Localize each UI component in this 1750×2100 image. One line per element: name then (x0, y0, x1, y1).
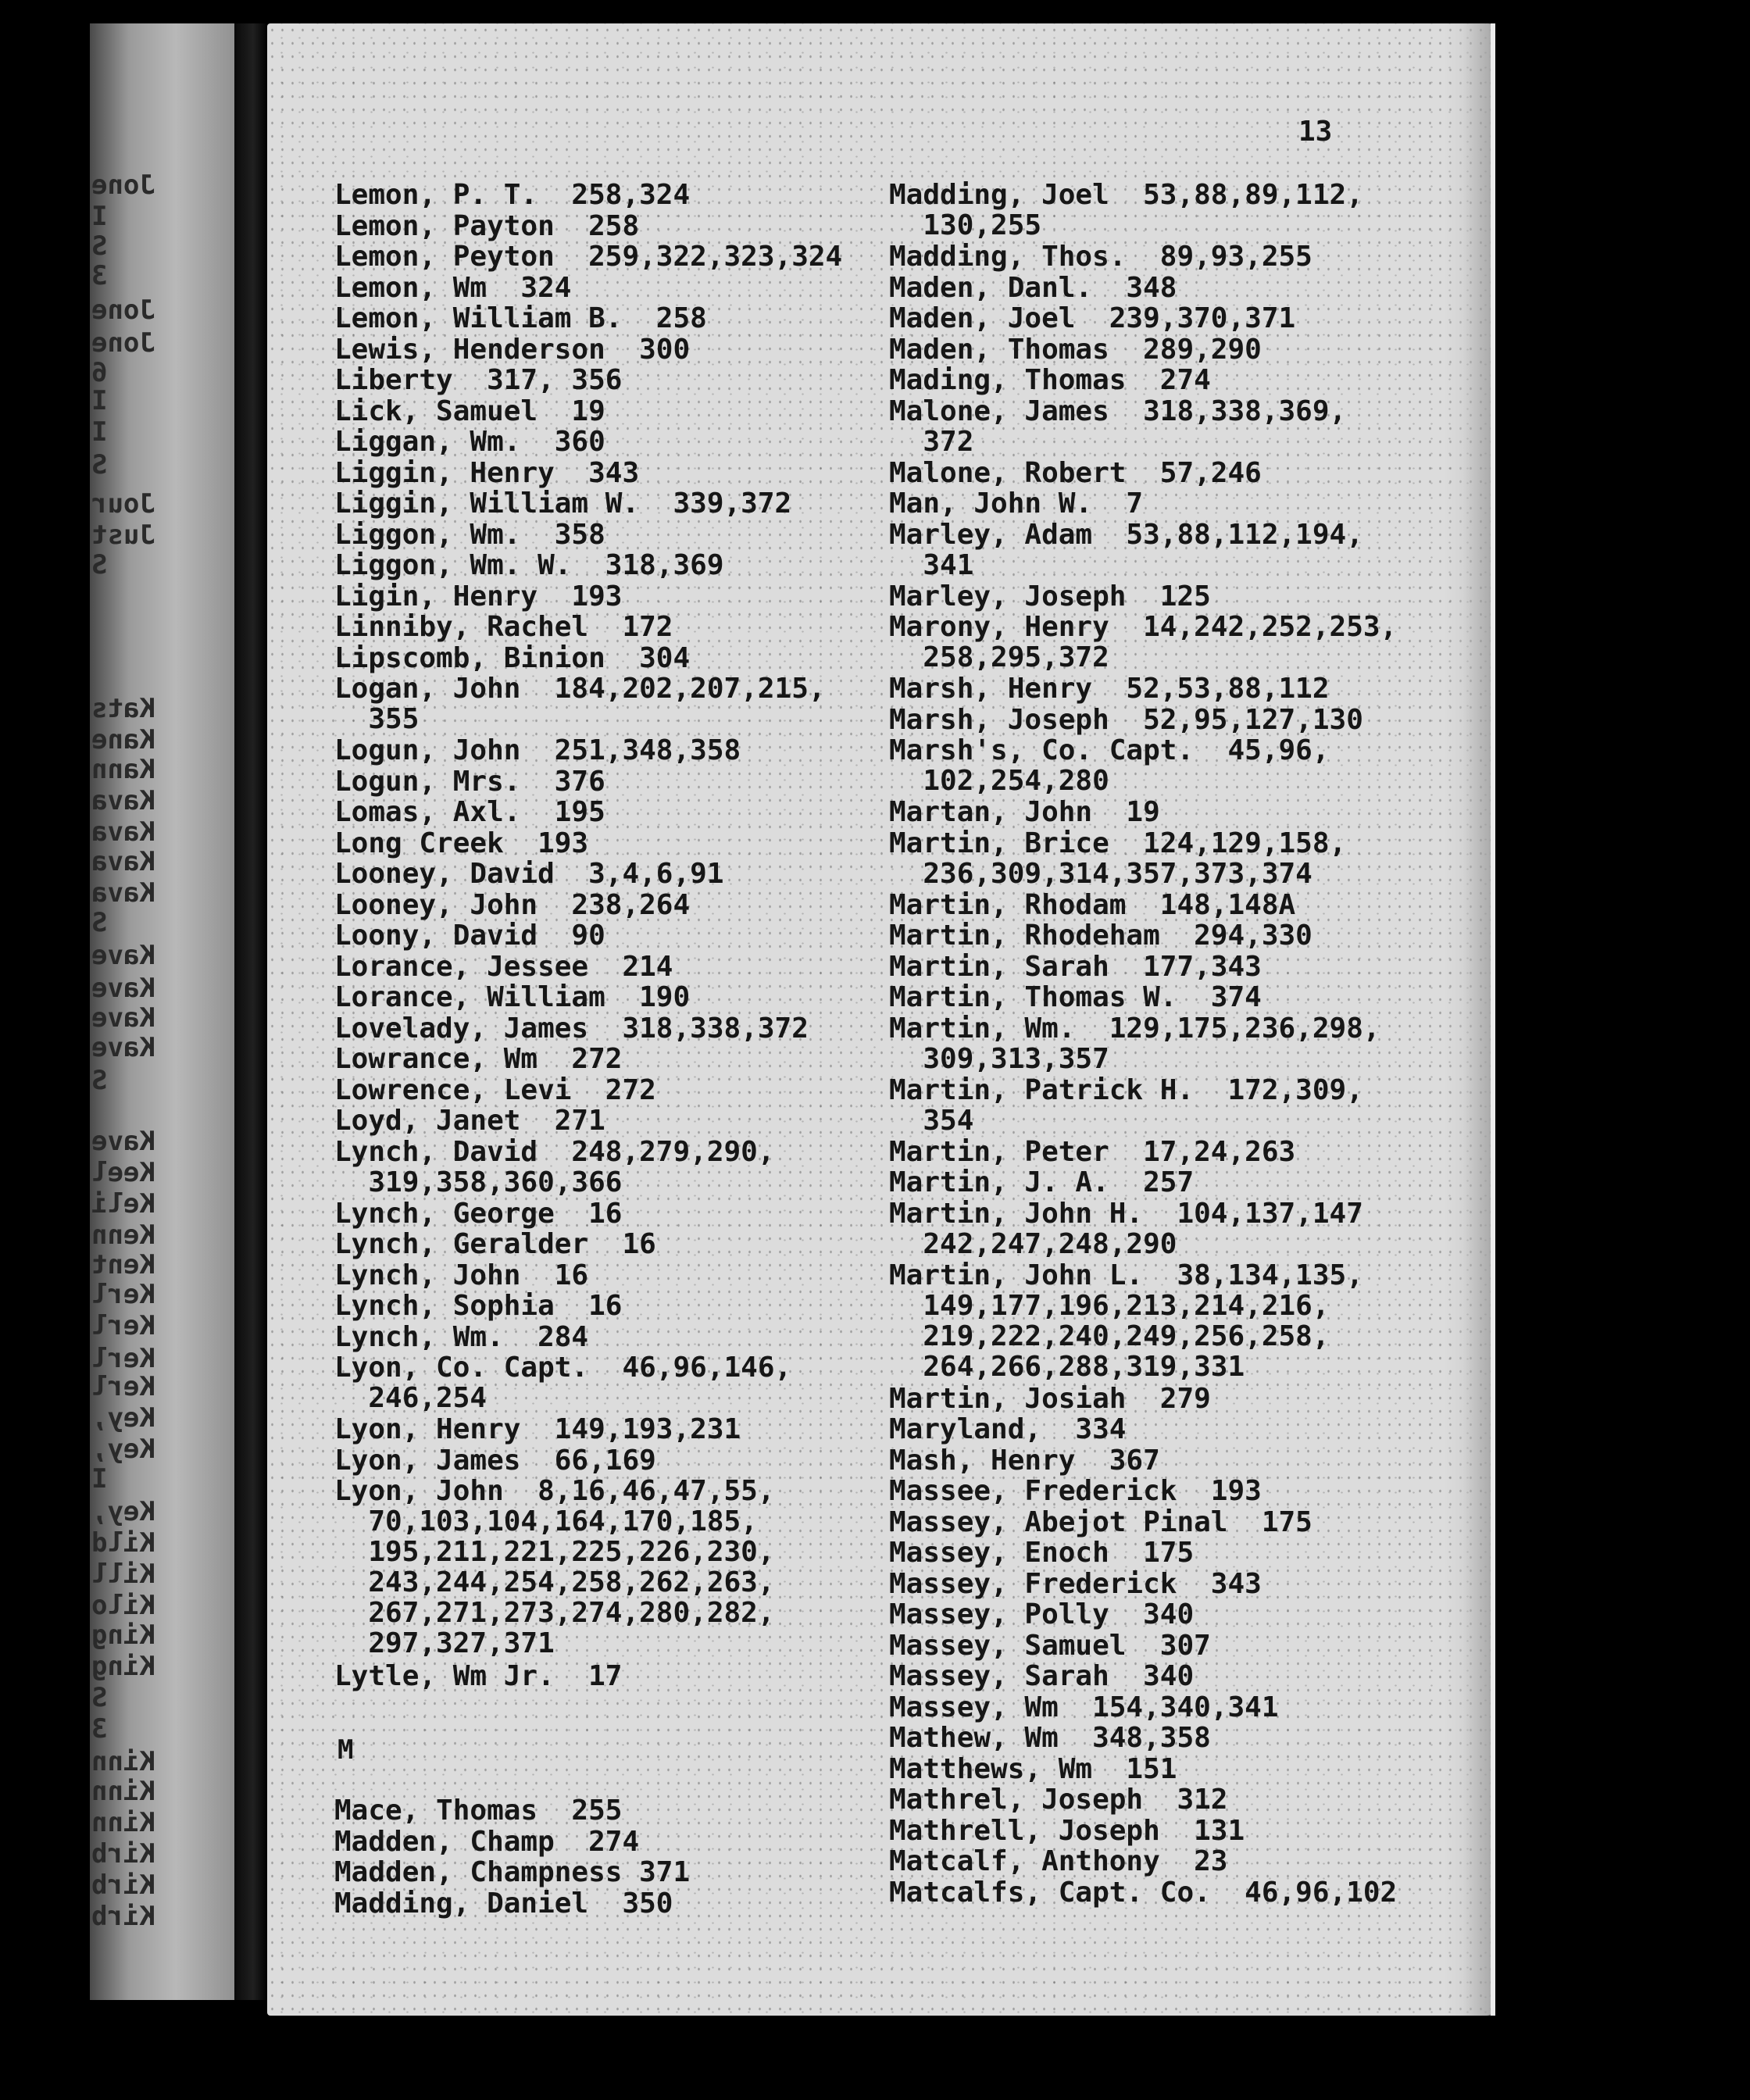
index-entry: Lynch, Geralder 16 (334, 1228, 656, 1260)
index-entry: Maden, Joel 239,370,371 (889, 302, 1296, 334)
adjacent-page-fragment: King (91, 1620, 155, 1651)
index-entry: Massey, Sarah 340 (889, 1660, 1195, 1692)
index-entry: Martin, Brice 124,129,158, 236,309,314,357,373,374 (889, 827, 1347, 890)
index-entry: Mace, Thomas 255 (334, 1795, 623, 1827)
index-entry: Marsh, Joseph 52,95,127,130 (889, 703, 1363, 736)
index-entry: Lyon, John 8,16,46,47,55, 70,103,104,164,170,185, 195,211,221,225,226,230, 243,244,254,258,262,263, 267,271,273,274,280,282, 297,327,371 (334, 1475, 775, 1659)
index-entry: Martin, J. A. 257 (889, 1166, 1195, 1198)
adjacent-page-fragment: Kane (91, 724, 155, 755)
index-entry: Marony, Henry 14,242,252,253, 258,295,372 (889, 611, 1398, 673)
index-entry: Madding, Thos. 89,93,255 (889, 241, 1312, 273)
index-entry: Mash, Henry 367 (889, 1444, 1160, 1477)
index-entry: Martin, Rhodeham 294,330 (889, 920, 1312, 952)
adjacent-page-fragment: I (91, 385, 108, 416)
adjacent-page-fragment: Kinn (91, 1776, 155, 1807)
index-entry: Madden, Champ 274 (334, 1825, 640, 1858)
adjacent-page-fragment: Kave (91, 1032, 155, 1063)
index-entry: Massee, Frederick 193 (889, 1475, 1262, 1507)
index-entry: Lorance, William 190 (334, 981, 691, 1013)
adjacent-page-fragment: Kann (91, 754, 155, 785)
index-entry: Lynch, Wm. 284 (334, 1320, 589, 1353)
index-entry: Logun, John 251,348,358 (334, 734, 741, 766)
adjacent-page-fragment: Kave (91, 1002, 155, 1034)
index-entry: Lemon, Payton 258 (334, 209, 640, 242)
page-edge-curl (1444, 23, 1495, 2016)
index-entry: Mading, Thomas 274 (889, 364, 1211, 396)
adjacent-page-fragment: Kava (91, 877, 155, 909)
index-entry: Lowrence, Levi 272 (334, 1073, 656, 1106)
index-entry: Martin, Thomas W. 374 (889, 981, 1262, 1013)
index-entry: Malone, James 318,338,369, 372 (889, 395, 1347, 458)
index-entry: Mathew, Wm 348,358 (889, 1722, 1211, 1754)
index-entry: Lyon, James 66,169 (334, 1444, 656, 1477)
adjacent-page-fragment: I (91, 416, 108, 448)
index-entry: Looney, David 3,4,6,91 (334, 858, 724, 890)
index-entry: Liberty 317, 356 (334, 364, 623, 396)
index-entry: Lemon, Peyton 259,322,323,324 (334, 241, 843, 273)
adjacent-page-fragment: I (91, 1463, 108, 1495)
index-entry: Matthews, Wm 151 (889, 1752, 1177, 1785)
index-entry: Liggin, Henry 343 (334, 456, 640, 489)
index-entry: Lick, Samuel 19 (334, 395, 605, 427)
adjacent-page-fragment: Key, (91, 1434, 155, 1465)
adjacent-page-fragment: Kilo (91, 1590, 155, 1621)
index-entry: Lynch, Sophia 16 (334, 1290, 623, 1322)
index-entry: Madden, Champness 371 (334, 1856, 691, 1888)
adjacent-page-fragment: 3 (91, 1713, 108, 1745)
index-entry: Liggin, William W. 339,372 (334, 488, 792, 520)
book-spine (234, 23, 266, 2000)
index-page (267, 23, 1495, 2016)
adjacent-page-fragment: Kava (91, 816, 155, 848)
index-entry: Madding, Daniel 350 (334, 1887, 673, 1920)
adjacent-page-fragment: Keel (91, 1157, 155, 1188)
index-entry: Massey, Samuel 307 (889, 1629, 1211, 1662)
adjacent-page-fragment: S (91, 1065, 108, 1096)
index-entry: Marley, Adam 53,88,112,194, 341 (889, 518, 1363, 581)
index-entry: Lynch, John 16 (334, 1259, 589, 1291)
index-entry: Matcalfs, Capt. Co. 46,96,102 (889, 1876, 1398, 1909)
index-entry: Linniby, Rachel 172 (334, 611, 673, 643)
adjacent-page-fragment: Kats (91, 693, 155, 724)
index-entry: Lytle, Wm Jr. 17 (334, 1660, 623, 1692)
index-entry: Maden, Danl. 348 (889, 271, 1177, 304)
index-entry: Martin, Wm. 129,175,236,298, 309,313,357 (889, 1012, 1380, 1075)
adjacent-page-fragment: Kerl (91, 1279, 155, 1310)
index-entry: Madding, Joel 53,88,89,112, 130,255 (889, 179, 1363, 241)
adjacent-page-edge (90, 23, 246, 2000)
adjacent-page-fragment: Kava (91, 785, 155, 816)
adjacent-page-fragment: Kild (91, 1527, 155, 1559)
index-entry: Lovelady, James 318,338,372 (334, 1012, 809, 1045)
index-entry: Lynch, George 16 (334, 1197, 623, 1230)
adjacent-page-fragment: 3 (91, 260, 108, 291)
adjacent-page-fragment: Kent (91, 1249, 155, 1280)
index-entry: Maden, Thomas 289,290 (889, 333, 1262, 366)
index-entry: Mathrell, Joseph 131 (889, 1814, 1245, 1847)
adjacent-page-fragment: 6 (91, 357, 108, 388)
adjacent-page-fragment: S (91, 907, 108, 938)
adjacent-page-fragment: Kerl (91, 1310, 155, 1341)
index-entry: Massey, Frederick 343 (889, 1567, 1262, 1600)
index-entry: Lewis, Henderson 300 (334, 333, 691, 366)
adjacent-page-fragment: S (91, 549, 108, 580)
adjacent-page-fragment: Kirb (91, 1870, 155, 1901)
adjacent-page-fragment: Kerl (91, 1343, 155, 1374)
index-entry: Lemon, P. T. 258,324 (334, 179, 691, 211)
index-entry: Massey, Abejot Pinal 175 (889, 1505, 1312, 1538)
index-entry: Martin, Josiah 279 (889, 1382, 1211, 1415)
index-entry: Lyon, Henry 149,193,231 (334, 1413, 741, 1445)
index-entry: Logan, John 184,202,207,215, 355 (334, 673, 826, 735)
index-entry: Martin, John H. 104,137,147 242,247,248,290 (889, 1197, 1363, 1260)
index-entry: Martin, Patrick H. 172,309, 354 (889, 1073, 1363, 1137)
index-entry: Lomas, Axl. 195 (334, 796, 605, 828)
index-entry: Marsh, Henry 52,53,88,112 (889, 673, 1330, 705)
adjacent-page-fragment: King (91, 1651, 155, 1682)
index-entry: Lorance, Jessee 214 (334, 950, 673, 983)
adjacent-page-fragment: Jone (91, 295, 155, 326)
index-entry: Matcalf, Anthony 23 (889, 1845, 1228, 1877)
index-entry: Liggon, Wm. W. 318,369 (334, 549, 724, 581)
index-entry: Logun, Mrs. 376 (334, 765, 605, 798)
index-entry: Malone, Robert 57,246 (889, 456, 1262, 489)
index-entry: Maryland, 334 (889, 1413, 1127, 1445)
index-entry: Mathrel, Joseph 312 (889, 1784, 1228, 1816)
index-entry: Loyd, Janet 271 (334, 1105, 605, 1137)
index-entry: Massey, Wm 154,340,341 (889, 1691, 1279, 1723)
index-entry: Lipscomb, Binion 304 (334, 641, 691, 674)
adjacent-page-fragment: S (91, 1682, 108, 1713)
adjacent-page-fragment: Kinn (91, 1807, 155, 1838)
adjacent-page-fragment: Kill (91, 1559, 155, 1590)
index-entry: Martin, Sarah 177,343 (889, 950, 1262, 983)
adjacent-page-fragment: Kerl (91, 1371, 155, 1402)
adjacent-page-text (90, 23, 246, 2000)
index-entry: Long Creek 193 (334, 827, 589, 859)
index-entry: Liggon, Wm. 358 (334, 518, 605, 551)
adjacent-page-fragment: Key, (91, 1402, 155, 1434)
index-entry: Lemon, Wm 324 (334, 271, 572, 304)
section-letter: M (338, 1734, 354, 1766)
adjacent-page-fragment: Just (91, 520, 155, 551)
index-entry: Massey, Polly 340 (889, 1598, 1195, 1630)
index-entry: Looney, John 238,264 (334, 888, 691, 921)
index-entry: Lyon, Co. Capt. 46,96,146, 246,254 (334, 1352, 792, 1414)
index-entry: Marley, Joseph 125 (889, 580, 1211, 612)
adjacent-page-fragment: S (91, 230, 108, 262)
adjacent-page-fragment: Kava (91, 846, 155, 877)
index-entry: Lemon, William B. 258 (334, 302, 707, 334)
adjacent-page-fragment: Kinn (91, 1746, 155, 1777)
index-entry: Marsh's, Co. Capt. 45,96, 102,254,280 (889, 734, 1330, 797)
index-entry: Lynch, David 248,279,290, 319,358,360,366 (334, 1135, 775, 1198)
adjacent-page-fragment: Jone (91, 170, 155, 201)
adjacent-page-fragment: I (91, 201, 108, 232)
adjacent-page-fragment: Jour (91, 488, 155, 520)
index-entry: Martin, Peter 17,24,263 (889, 1135, 1296, 1168)
adjacent-page-fragment: Kenn (91, 1220, 155, 1251)
adjacent-page-fragment: Kirb (91, 1838, 155, 1870)
index-entry: Martin, John L. 38,134,135, 149,177,196,213,214,216, 219,222,240,249,256,258, 264,266,288,319,331 (889, 1259, 1363, 1383)
index-entry: Ligin, Henry 193 (334, 580, 623, 612)
index-entry: Lowrance, Wm 272 (334, 1043, 623, 1075)
adjacent-page-fragment: S (91, 449, 108, 480)
index-entry: Martan, John 19 (889, 796, 1160, 828)
adjacent-page-fragment: Kave (91, 1126, 155, 1157)
page-number: 13 (1298, 116, 1333, 148)
adjacent-page-fragment: Kirb (91, 1901, 155, 1932)
index-entry: Loony, David 90 (334, 920, 605, 952)
index-entry: Man, John W. 7 (889, 488, 1144, 520)
adjacent-page-fragment: Jone (91, 327, 155, 359)
adjacent-page-fragment: Kave (91, 940, 155, 971)
adjacent-page-fragment: Kave (91, 973, 155, 1004)
adjacent-page-fragment: Key, (91, 1496, 155, 1527)
index-entry: Liggan, Wm. 360 (334, 426, 605, 458)
index-entry: Massey, Enoch 175 (889, 1537, 1195, 1569)
adjacent-page-fragment: Keli (91, 1188, 155, 1220)
index-entry: Martin, Rhodam 148,148A (889, 888, 1296, 921)
